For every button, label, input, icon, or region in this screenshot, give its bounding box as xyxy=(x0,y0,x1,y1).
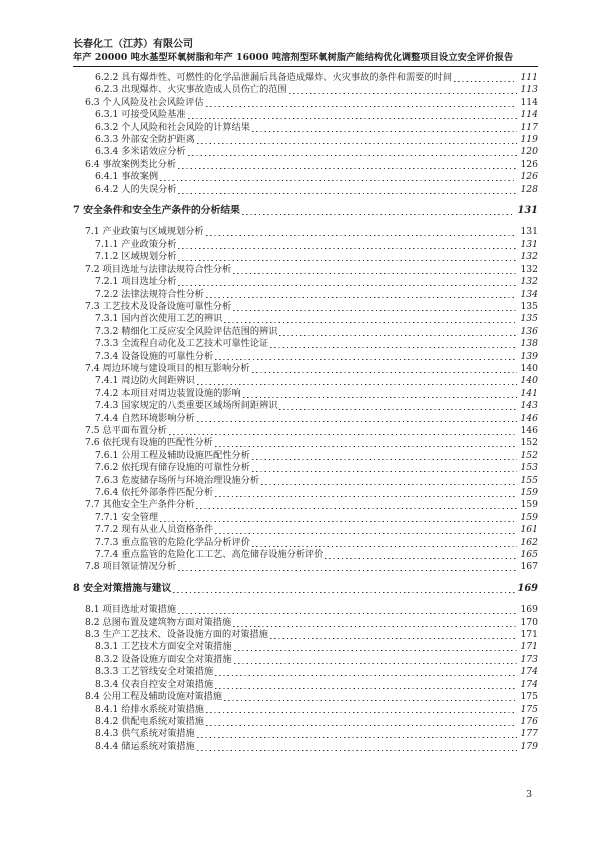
toc-entry-label: 8.2 总图布置及建筑物方面对策措施 xyxy=(85,616,232,628)
toc-entry-page: 126 xyxy=(520,158,538,170)
toc-leader-dots xyxy=(252,122,518,134)
toc-entry-label: 6.4.2 人的失误分析 xyxy=(95,183,177,195)
toc-entry-label: 7.1.2 区域规划分析 xyxy=(95,251,177,263)
toc-entry-page: 114 xyxy=(520,96,538,108)
toc-entry xyxy=(73,159,538,171)
toc-entry-page: 131 xyxy=(520,238,538,250)
toc-entry xyxy=(73,388,538,400)
toc-entry xyxy=(73,604,538,616)
toc-entry-label: 7.6.2 依托现有储存设施的可靠性分析 xyxy=(95,462,250,474)
toc-entry xyxy=(73,583,538,595)
toc-entry-page: 177 xyxy=(520,728,538,740)
toc-entry xyxy=(73,499,538,511)
toc-entry-page: 139 xyxy=(520,350,538,362)
toc-leader-dots xyxy=(224,691,517,703)
toc-entry-label: 7.3.3 全流程自动化及工艺技术可靠性论证 xyxy=(95,338,269,350)
toc-entry-label: 6.4.1 事故案例 xyxy=(95,171,159,183)
toc-entry xyxy=(73,351,538,363)
table-of-contents xyxy=(73,72,538,753)
toc-entry-page: 111 xyxy=(520,72,538,83)
toc-entry xyxy=(73,363,538,375)
toc-entry-label: 8.4.3 供气系统对策措施 xyxy=(95,728,195,740)
toc-entry-page: 131 xyxy=(517,205,538,217)
toc-entry-page: 143 xyxy=(520,400,538,412)
toc-leader-dots xyxy=(178,184,517,196)
toc-leader-dots xyxy=(178,159,517,171)
toc-entry xyxy=(73,251,538,263)
toc-entry xyxy=(73,462,538,474)
toc-leader-dots xyxy=(206,226,518,238)
toc-entry xyxy=(73,561,538,573)
toc-leader-dots xyxy=(197,375,518,387)
toc-entry xyxy=(73,524,538,536)
toc-leader-dots xyxy=(169,425,518,437)
toc-entry-page: 132 xyxy=(520,251,538,263)
toc-entry-page: 119 xyxy=(520,134,538,146)
toc-entry-page: 159 xyxy=(520,487,538,498)
toc-entry-label: 8.4 公用工程及辅助设施对策措施 xyxy=(85,691,222,703)
toc-entry xyxy=(73,264,538,276)
toc-entry xyxy=(73,704,538,716)
toc-entry xyxy=(73,84,538,96)
toc-leader-dots xyxy=(215,487,517,499)
toc-entry-label: 7.3.2 精细化工反应安全风险评估范围的辨识 xyxy=(95,325,278,337)
toc-entry-page: 176 xyxy=(520,715,538,727)
toc-entry-label: 7.6.1 公用工程及辅助设施匹配性分析 xyxy=(95,449,250,461)
toc-leader-dots xyxy=(206,289,517,301)
page-number-footer: 3 xyxy=(525,789,532,800)
toc-entry xyxy=(73,450,538,462)
toc-leader-dots xyxy=(178,276,517,288)
toc-entry-label: 7.4.4 自然环境影响分析 xyxy=(95,412,195,424)
toc-leader-dots xyxy=(454,72,517,84)
toc-entry xyxy=(73,413,538,425)
toc-leader-dots xyxy=(160,512,517,524)
toc-entry-label: 7.7 其他安全生产条件分析 xyxy=(85,499,195,511)
toc-entry-page: 135 xyxy=(520,300,538,312)
toc-leader-dots xyxy=(206,716,517,728)
toc-leader-dots xyxy=(197,413,518,425)
toc-leader-dots xyxy=(178,239,517,251)
toc-entry-page: 159 xyxy=(520,511,538,523)
toc-entry-page: 132 xyxy=(520,263,538,275)
toc-leader-dots xyxy=(196,499,517,511)
toc-entry-page: 120 xyxy=(520,146,538,158)
toc-leader-dots xyxy=(188,146,518,158)
toc-entry-page: 167 xyxy=(520,561,538,573)
toc-entry-label: 6.3.4 多米诺效应分析 xyxy=(95,146,186,158)
report-title: 年产 20000 吨水基型环氧树脂和年产 16000 吨溶剂型环氧树脂产能结构优化调整项目设立安全评价报告 xyxy=(73,51,538,67)
toc-leader-dots xyxy=(279,326,517,338)
toc-entry-page: 152 xyxy=(520,449,538,461)
toc-entry-page: 175 xyxy=(520,691,538,703)
toc-entry-page: 153 xyxy=(520,462,538,474)
toc-entry-page: 174 xyxy=(520,666,538,678)
toc-entry-label: 6.2.3 出现爆炸、火灾事故造成人员伤亡的范围 xyxy=(95,84,287,96)
toc-leader-dots xyxy=(270,629,518,641)
toc-leader-dots xyxy=(215,524,517,536)
toc-entry-page: 174 xyxy=(520,678,538,690)
toc-leader-dots xyxy=(270,338,517,350)
toc-entry-page: 132 xyxy=(520,276,538,288)
toc-entry-label: 7.7.2 现有从业人员资格条件 xyxy=(95,524,214,536)
toc-entry xyxy=(73,313,538,325)
toc-leader-dots xyxy=(160,171,517,183)
toc-leader-dots xyxy=(178,604,517,616)
toc-entry-page: 136 xyxy=(520,325,538,337)
toc-entry xyxy=(73,184,538,196)
toc-entry-label: 8.4.4 储运系统对策措施 xyxy=(95,740,195,752)
toc-entry-label: 7.1.1 产业政策分析 xyxy=(95,238,177,250)
toc-entry-page: 126 xyxy=(520,171,538,183)
toc-leader-dots xyxy=(197,134,518,146)
toc-entry-label: 7.5 总平面布置分析 xyxy=(85,424,167,436)
toc-entry-label: 7.7.1 安全管理 xyxy=(95,511,159,523)
toc-leader-dots xyxy=(173,583,514,595)
toc-entry xyxy=(73,400,538,412)
toc-entry-label: 8 安全对策措施与建议 xyxy=(73,582,172,594)
toc-entry-label: 7.7.4 重点监管的危险化工工艺、高危储存设施分析评价 xyxy=(95,549,324,561)
toc-leader-dots xyxy=(215,437,518,449)
toc-entry-label: 7.2 项目选址与法律法规符合性分析 xyxy=(85,263,232,275)
toc-entry-page: 113 xyxy=(520,84,538,96)
toc-entry-label: 7.2.2 法律法规符合性分析 xyxy=(95,288,204,300)
toc-entry xyxy=(73,171,538,183)
toc-entry-page: 169 xyxy=(520,604,538,616)
toc-entry-page: 152 xyxy=(520,437,538,449)
toc-entry xyxy=(73,629,538,641)
toc-entry xyxy=(73,109,538,121)
toc-entry xyxy=(73,512,538,524)
toc-entry-label: 7.7.3 重点监管的危险化学品分析评价 xyxy=(95,536,250,548)
toc-entry xyxy=(73,326,538,338)
toc-entry-page: 128 xyxy=(520,183,538,195)
toc-entry xyxy=(73,122,538,134)
toc-entry-page: 175 xyxy=(520,703,538,715)
toc-leader-dots xyxy=(252,363,518,375)
toc-entry xyxy=(73,72,538,84)
toc-entry xyxy=(73,134,538,146)
toc-entry xyxy=(73,146,538,158)
toc-entry-page: 141 xyxy=(520,387,538,399)
toc-entry-page: 146 xyxy=(520,412,538,424)
toc-entry-page: 114 xyxy=(520,109,538,121)
toc-entry xyxy=(73,716,538,728)
toc-entry xyxy=(73,728,538,740)
toc-entry-label: 7.2.1 项目选址分析 xyxy=(95,276,177,288)
toc-entry-label: 7.6 依托现有设施的匹配性分析 xyxy=(85,437,213,449)
toc-entry xyxy=(73,97,538,109)
toc-entry-page: 170 xyxy=(520,616,538,628)
toc-entry-label: 7.4.2 本项目对周边装置设施的影响 xyxy=(95,387,241,399)
toc-entry-page: 138 xyxy=(520,338,538,350)
toc-entry-page: 171 xyxy=(520,629,538,641)
toc-entry-page: 140 xyxy=(520,362,538,374)
toc-entry-label: 6.3.1 可接受风险基准 xyxy=(95,109,186,121)
toc-leader-dots xyxy=(243,388,518,400)
toc-entry xyxy=(73,487,538,499)
toc-entry-page: 135 xyxy=(520,313,538,325)
toc-entry-page: 140 xyxy=(520,375,538,387)
toc-entry-page: 159 xyxy=(520,499,538,511)
toc-entry-label: 7.4 周边环境与建设项目的相互影响分析 xyxy=(85,362,250,374)
toc-entry xyxy=(73,741,538,753)
toc-leader-dots xyxy=(325,549,517,561)
toc-entry-label: 7.6.4 依托外部条件匹配分析 xyxy=(95,487,214,498)
toc-entry-page: 173 xyxy=(520,653,538,665)
toc-entry-label: 6.2.2 具有爆炸性、可燃性的化学品泄漏后具备造成爆炸、火灾事故的条件和需要的时间 xyxy=(95,72,453,83)
toc-entry-label: 7.4.3 国家规定的八类重要区域场所间距辨识 xyxy=(95,400,278,412)
toc-entry xyxy=(73,338,538,350)
toc-entry-label: 8.3.1 工艺技术方面安全对策措施 xyxy=(95,641,232,653)
toc-entry-page: 179 xyxy=(520,740,538,752)
toc-entry-label: 7.6.3 危废储存场所与环境治理设施分析 xyxy=(95,474,260,486)
toc-entry-label: 6.4 事故案例类比分析 xyxy=(85,158,177,170)
toc-entry xyxy=(73,617,538,629)
toc-entry-page: 161 xyxy=(520,524,538,536)
toc-leader-dots xyxy=(289,84,518,96)
toc-entry xyxy=(73,641,538,653)
toc-entry-label: 8.3.2 设备设施方面安全对策措施 xyxy=(95,653,232,665)
toc-leader-dots xyxy=(215,666,517,678)
toc-entry-label: 6.3 个人风险及社会风险评估 xyxy=(85,96,204,108)
toc-entry-label: 6.3.3 外部安全防护距离 xyxy=(95,134,195,146)
toc-entry-label: 7.4.1 周边防火间距辨识 xyxy=(95,375,195,387)
toc-entry-label: 7.3 工艺技术及设备设施可靠性分析 xyxy=(85,300,232,312)
toc-leader-dots xyxy=(234,654,518,666)
toc-entry-label: 6.3.2 个人风险和社会风险的计算结果 xyxy=(95,121,250,133)
toc-leader-dots xyxy=(178,561,517,573)
toc-entry xyxy=(73,549,538,561)
toc-entry xyxy=(73,691,538,703)
toc-entry xyxy=(73,654,538,666)
toc-entry-label: 7.8 项目领证情况分析 xyxy=(85,561,177,573)
toc-entry xyxy=(73,276,538,288)
toc-leader-dots xyxy=(224,313,517,325)
toc-entry xyxy=(73,239,538,251)
toc-leader-dots xyxy=(252,537,518,549)
toc-entry-page: 134 xyxy=(520,288,538,300)
toc-entry-label: 8.4.2 供配电系统对策措施 xyxy=(95,715,204,727)
toc-entry xyxy=(73,226,538,238)
toc-entry xyxy=(73,301,538,313)
toc-entry xyxy=(73,425,538,437)
toc-entry xyxy=(73,537,538,549)
toc-leader-dots xyxy=(215,679,517,691)
toc-entry xyxy=(73,437,538,449)
toc-entry-page: 131 xyxy=(520,226,538,238)
document-header xyxy=(73,38,538,67)
toc-entry xyxy=(73,475,538,487)
toc-entry-page: 162 xyxy=(520,536,538,548)
toc-entry-page: 146 xyxy=(520,424,538,436)
toc-leader-dots xyxy=(197,741,518,753)
toc-leader-dots xyxy=(188,109,518,121)
toc-entry-label: 8.3 生产工艺技术、设备设施方面的对策措施 xyxy=(85,629,268,641)
toc-leader-dots xyxy=(252,462,518,474)
toc-entry-label: 7.1 产业政策与区域规划分析 xyxy=(85,226,204,238)
toc-leader-dots xyxy=(215,351,517,363)
toc-leader-dots xyxy=(206,97,518,109)
toc-leader-dots xyxy=(279,400,517,412)
toc-leader-dots xyxy=(206,704,517,716)
toc-leader-dots xyxy=(233,301,517,313)
toc-entry-label: 7 安全条件和安全生产条件的分析结果 xyxy=(73,205,240,217)
toc-entry-label: 7.3.1 国内首次使用工艺的辨识 xyxy=(95,313,223,325)
toc-leader-dots xyxy=(197,728,518,740)
toc-leader-dots xyxy=(233,264,517,276)
toc-leader-dots xyxy=(242,205,515,217)
toc-entry-page: 171 xyxy=(520,641,538,653)
toc-entry-label: 8.3.3 工艺管线安全对策措施 xyxy=(95,666,214,678)
toc-entry-page: 169 xyxy=(517,582,538,594)
toc-entry xyxy=(73,205,538,217)
toc-leader-dots xyxy=(233,617,517,629)
toc-entry-page: 165 xyxy=(520,549,538,561)
toc-entry-label: 8.1 项目选址对策措施 xyxy=(85,604,177,616)
toc-entry-label: 8.4.1 给排水系统对策措施 xyxy=(95,703,204,715)
toc-leader-dots xyxy=(178,251,517,263)
company-name: 长春化工（江苏）有限公司 xyxy=(73,39,193,50)
toc-leader-dots xyxy=(234,641,518,653)
toc-entry xyxy=(73,679,538,691)
toc-entry-page: 155 xyxy=(520,474,538,486)
toc-leader-dots xyxy=(252,450,518,462)
toc-entry-label: 7.3.4 设备设施的可靠性分析 xyxy=(95,350,214,362)
toc-entry xyxy=(73,375,538,387)
toc-entry xyxy=(73,289,538,301)
toc-leader-dots xyxy=(261,475,517,487)
toc-entry xyxy=(73,666,538,678)
toc-entry-label: 8.3.4 仪表自控安全对策措施 xyxy=(95,678,214,690)
toc-entry-page: 117 xyxy=(520,121,538,133)
